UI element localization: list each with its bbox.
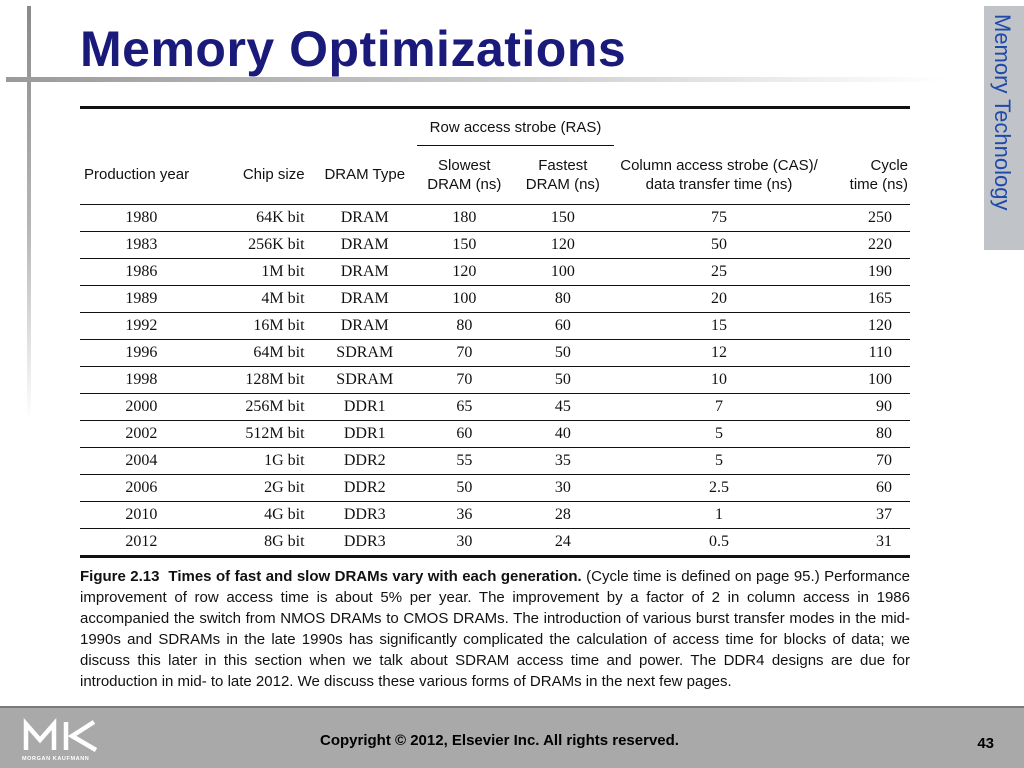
cell-dram-type: DDR1: [313, 421, 417, 448]
cell-year: 2012: [80, 529, 203, 556]
dram-timing-table: [80, 109, 910, 555]
cell-dram-type: DRAM: [313, 286, 417, 313]
cell-dram-type: DDR2: [313, 475, 417, 502]
cell-cas: 75: [614, 205, 824, 232]
cell-slowest: 120: [417, 259, 512, 286]
decorative-vertical-line: [27, 6, 31, 420]
table-bottom-rule: [80, 555, 910, 558]
mk-logo-mark-icon: [22, 718, 104, 754]
table-row: [80, 448, 910, 475]
cell-slowest: 70: [417, 340, 512, 367]
cell-fastest: 30: [512, 475, 614, 502]
table-row: [80, 313, 910, 340]
cell-fastest: 50: [512, 340, 614, 367]
table-row: [80, 259, 910, 286]
table-row: [80, 394, 910, 421]
cell-cas: 1: [614, 502, 824, 529]
cell-cas: 50: [614, 232, 824, 259]
table-group-header-row: [80, 109, 910, 146]
header-fastest-dram: Fastest DRAM (ns): [525, 157, 600, 193]
cell-cycle: 37: [824, 502, 910, 529]
cell-cycle: 165: [824, 286, 910, 313]
cell-cycle: 100: [824, 367, 910, 394]
cell-slowest: 36: [417, 502, 512, 529]
figure-caption-label: Figure 2.13: [80, 568, 160, 585]
figure-caption-bold-text: Times of fast and slow DRAMs vary with each generation.: [168, 568, 582, 585]
table-row: [80, 340, 910, 367]
table-row: [80, 232, 910, 259]
cell-chip-size: 128M bit: [203, 367, 313, 394]
cell-cas: 5: [614, 448, 824, 475]
figure-caption-body: (Cycle time is defined on page 95.) Performance improvement of row access time is about 5% per year. The improvement by a factor of 2 in column access in 1986 accompanied the switch from NMOS DRAMs to CMOS DRAMs. The introduction of various burst transfer modes in the mid-1990s and SDRAMs in the late 1990s has significantly complicated the calculation of access time for blocks of data; we discuss this later in this section when we talk about SDRAM access time and power. The DDR4 designs are due for introduction in mid- to late 2012. We discuss these various forms of DRAMs in the next few pages.: [80, 568, 911, 690]
header-cas-time: Column access strobe (CAS)/ data transfer time (ns): [620, 156, 818, 193]
cell-chip-size: 8G bit: [203, 529, 313, 556]
cell-fastest: 60: [512, 313, 614, 340]
cell-slowest: 70: [417, 367, 512, 394]
cell-cas: 25: [614, 259, 824, 286]
dram-table-container: [80, 106, 910, 558]
cell-cycle: 220: [824, 232, 910, 259]
table-row: [80, 421, 910, 448]
table-header-row: [80, 146, 910, 205]
cell-slowest: 30: [417, 529, 512, 556]
cell-cycle: 120: [824, 313, 910, 340]
slide-title: Memory Optimizations: [80, 21, 627, 77]
section-side-tab-label: Memory Technology: [990, 14, 1015, 211]
header-dram-type: DRAM Type: [324, 166, 406, 184]
header-production-year: Production year: [84, 166, 190, 184]
cell-slowest: 55: [417, 448, 512, 475]
cell-cycle: 250: [824, 205, 910, 232]
header-cycle-time: Cycle time (ns): [849, 156, 908, 193]
cell-cycle: 110: [824, 340, 910, 367]
cell-chip-size: 64M bit: [203, 340, 313, 367]
cell-cycle: 80: [824, 421, 910, 448]
cell-cas: 10: [614, 367, 824, 394]
cell-fastest: 24: [512, 529, 614, 556]
cell-dram-type: DRAM: [313, 232, 417, 259]
table-row: [80, 367, 910, 394]
cell-fastest: 35: [512, 448, 614, 475]
header-chip-size: Chip size: [242, 166, 305, 184]
cell-cas: 20: [614, 286, 824, 313]
cell-year: 1983: [80, 232, 203, 259]
cell-slowest: 100: [417, 286, 512, 313]
cell-year: 1986: [80, 259, 203, 286]
cell-chip-size: 512M bit: [203, 421, 313, 448]
cell-chip-size: 4M bit: [203, 286, 313, 313]
cell-cycle: 190: [824, 259, 910, 286]
cell-year: 1996: [80, 340, 203, 367]
cell-slowest: 150: [417, 232, 512, 259]
cell-chip-size: 256M bit: [203, 394, 313, 421]
cell-chip-size: 4G bit: [203, 502, 313, 529]
cell-dram-type: DRAM: [313, 205, 417, 232]
cell-cycle: 70: [824, 448, 910, 475]
copyright-text: Copyright © 2012, Elsevier Inc. All rights reserved.: [320, 732, 679, 749]
cell-slowest: 65: [417, 394, 512, 421]
cell-cas: 0.5: [614, 529, 824, 556]
cell-dram-type: DDR3: [313, 502, 417, 529]
header-slowest-dram: Slowest DRAM (ns): [427, 157, 502, 193]
cell-slowest: 180: [417, 205, 512, 232]
cell-year: 2004: [80, 448, 203, 475]
cell-cycle: 31: [824, 529, 910, 556]
cell-cas: 5: [614, 421, 824, 448]
cell-chip-size: 1M bit: [203, 259, 313, 286]
cell-cas: 2.5: [614, 475, 824, 502]
cell-fastest: 40: [512, 421, 614, 448]
cell-chip-size: 1G bit: [203, 448, 313, 475]
logo-wordmark: MORGAN KAUFMANN: [22, 756, 90, 762]
cell-dram-type: DDR1: [313, 394, 417, 421]
cell-dram-type: SDRAM: [313, 340, 417, 367]
ras-group-header: Row access strobe (RAS): [417, 109, 614, 146]
cell-chip-size: 2G bit: [203, 475, 313, 502]
cell-cycle: 90: [824, 394, 910, 421]
cell-cas: 7: [614, 394, 824, 421]
cell-chip-size: 64K bit: [203, 205, 313, 232]
cell-slowest: 50: [417, 475, 512, 502]
cell-dram-type: DDR2: [313, 448, 417, 475]
cell-fastest: 80: [512, 286, 614, 313]
cell-dram-type: DRAM: [313, 313, 417, 340]
cell-fastest: 45: [512, 394, 614, 421]
cell-fastest: 50: [512, 367, 614, 394]
cell-fastest: 100: [512, 259, 614, 286]
cell-dram-type: DDR3: [313, 529, 417, 556]
cell-year: 1992: [80, 313, 203, 340]
morgan-kaufmann-logo: [22, 718, 104, 766]
cell-year: 2000: [80, 394, 203, 421]
cell-dram-type: SDRAM: [313, 367, 417, 394]
section-side-tab: [984, 6, 1024, 250]
slide-footer: [0, 706, 1024, 768]
cell-slowest: 60: [417, 421, 512, 448]
cell-year: 1980: [80, 205, 203, 232]
figure-caption: [80, 566, 910, 692]
cell-year: 1989: [80, 286, 203, 313]
cell-fastest: 150: [512, 205, 614, 232]
table-row: [80, 529, 910, 556]
cell-dram-type: DRAM: [313, 259, 417, 286]
cell-cas: 15: [614, 313, 824, 340]
cell-fastest: 120: [512, 232, 614, 259]
table-row: [80, 475, 910, 502]
cell-year: 2010: [80, 502, 203, 529]
table-row: [80, 286, 910, 313]
cell-chip-size: 16M bit: [203, 313, 313, 340]
cell-year: 2006: [80, 475, 203, 502]
cell-chip-size: 256K bit: [203, 232, 313, 259]
page-number: 43: [977, 735, 994, 752]
cell-fastest: 28: [512, 502, 614, 529]
table-row: [80, 502, 910, 529]
cell-slowest: 80: [417, 313, 512, 340]
table-row: [80, 205, 910, 232]
decorative-horizontal-line: [6, 77, 946, 82]
cell-cas: 12: [614, 340, 824, 367]
cell-year: 1998: [80, 367, 203, 394]
cell-year: 2002: [80, 421, 203, 448]
cell-cycle: 60: [824, 475, 910, 502]
